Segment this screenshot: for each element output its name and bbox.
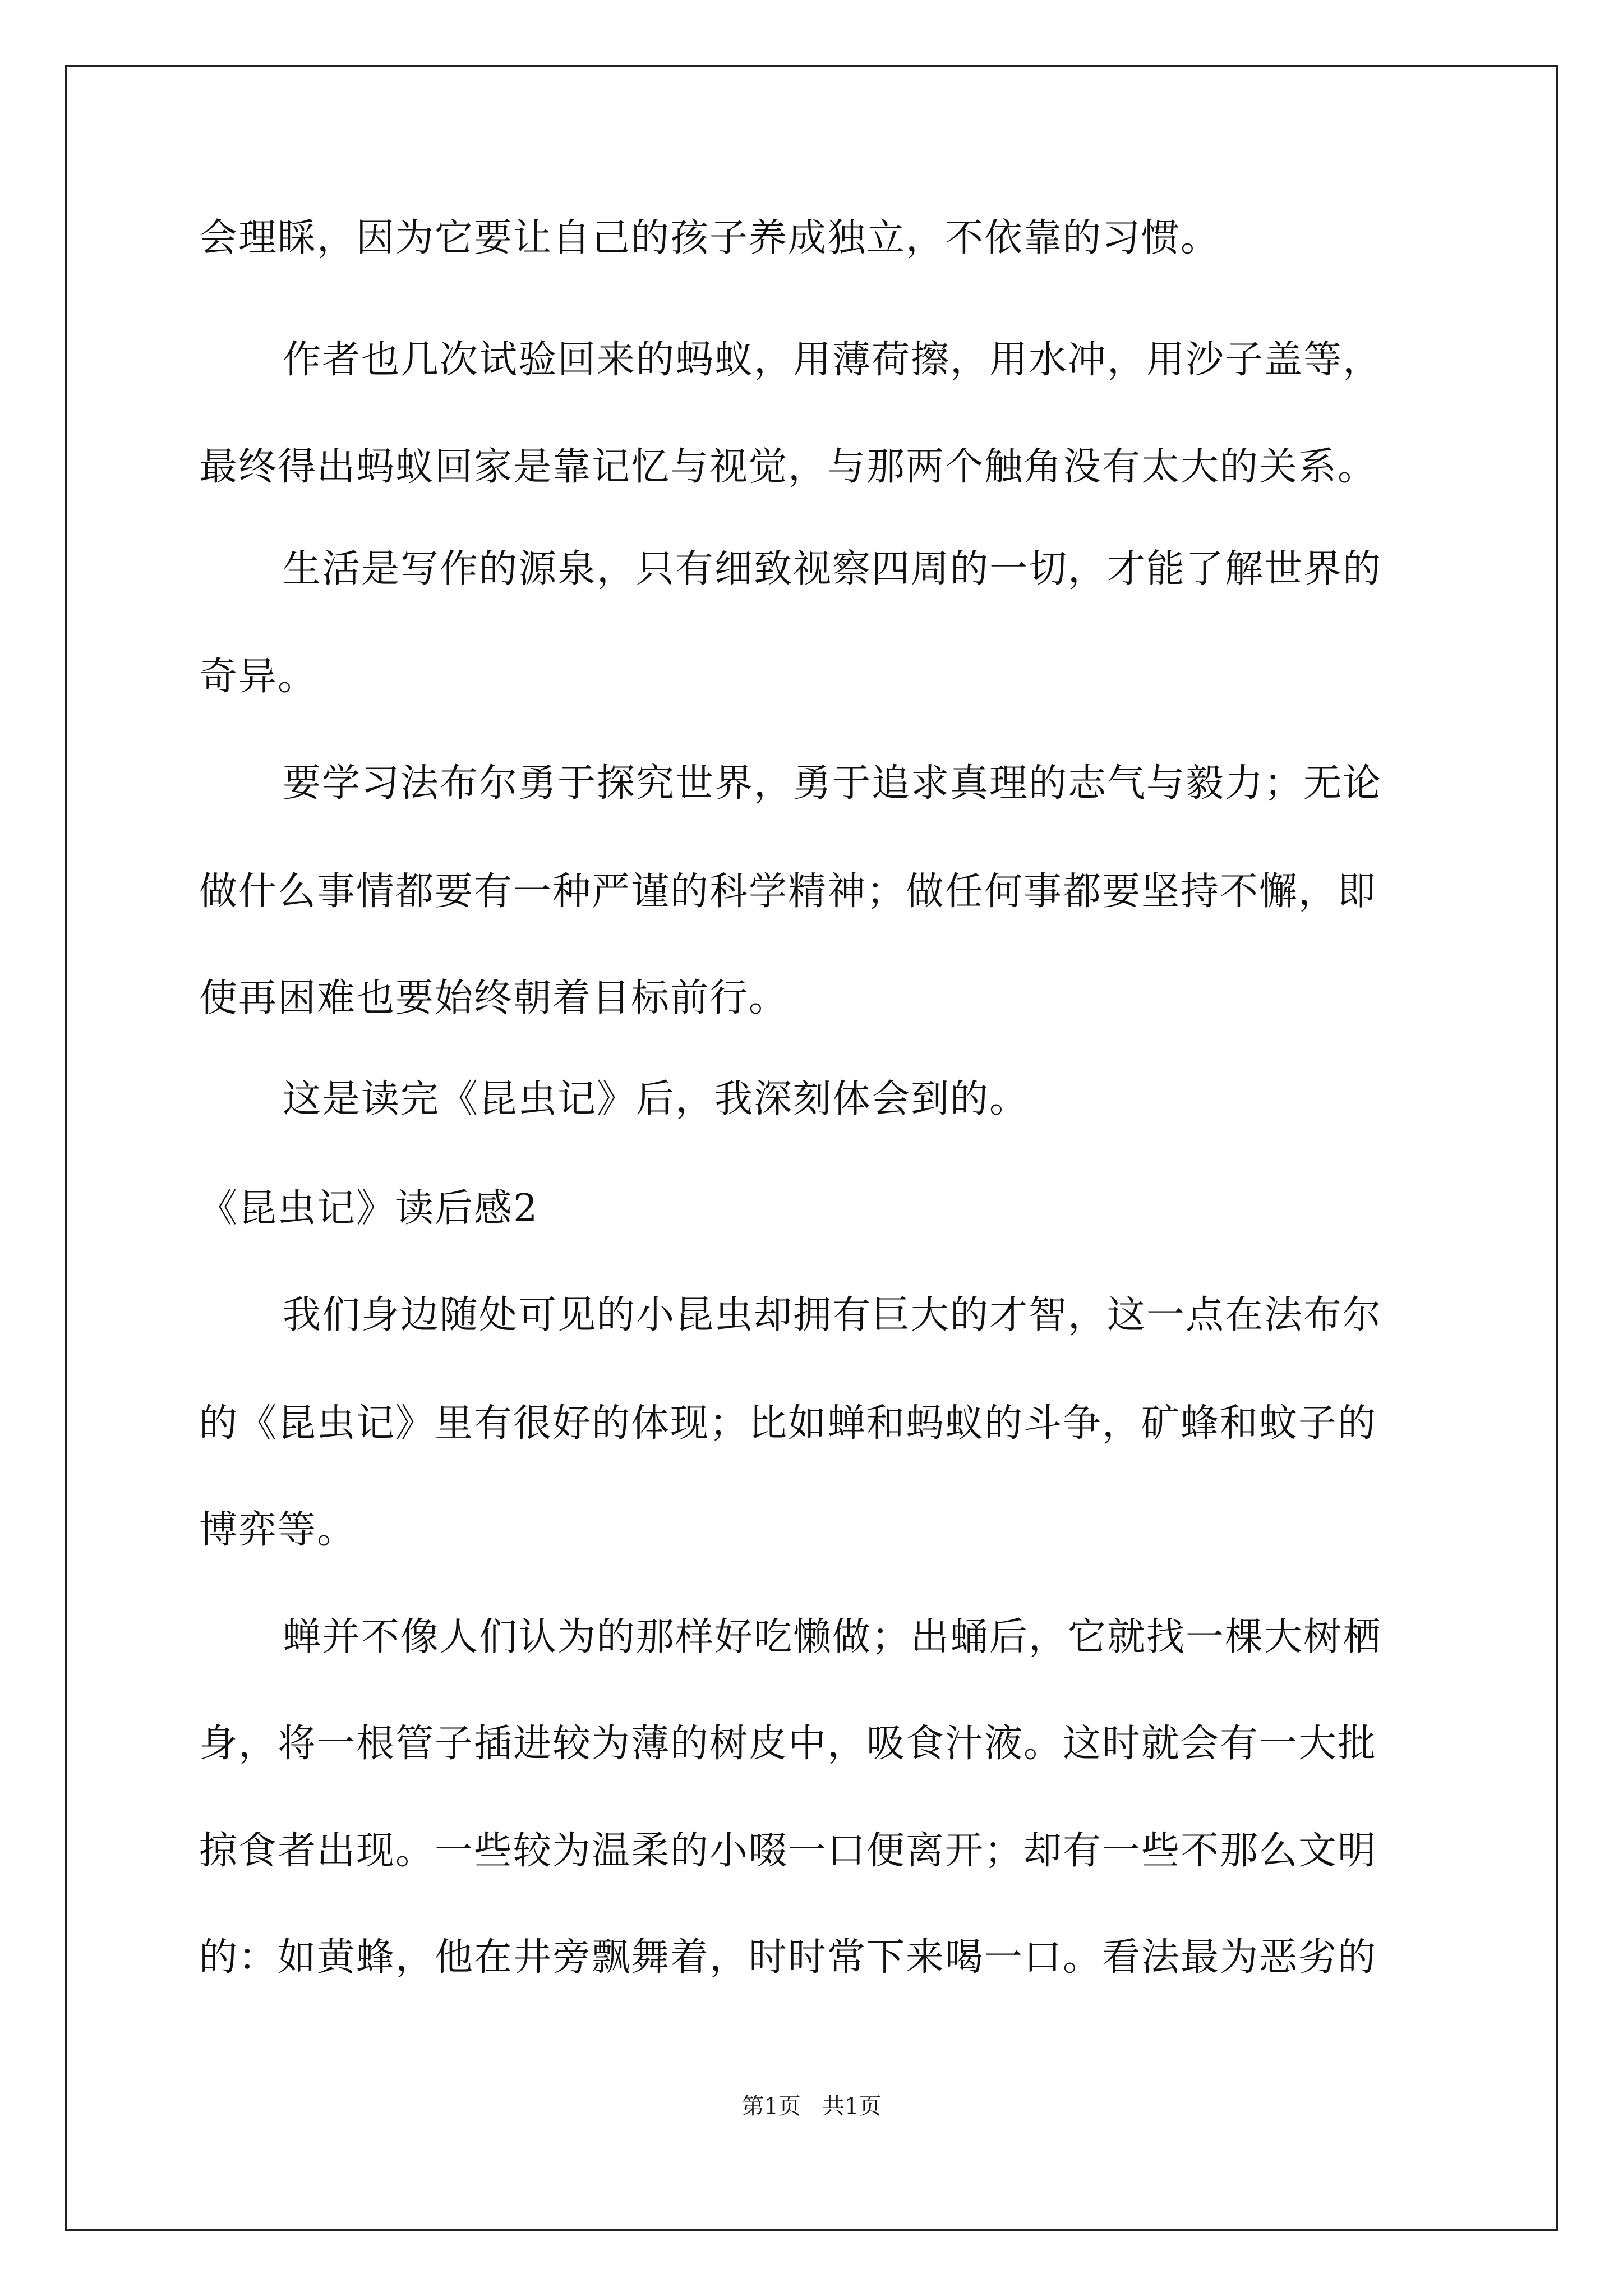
paragraph-5-line-1: 这是读完《昆虫记》后，我深刻体会到的。 <box>283 1077 1029 1121</box>
paragraph-4-line-3: 使再困难也要始终朝着目标前行。 <box>199 976 789 1020</box>
page-number-footer: 第1页 共1页 <box>741 2093 882 2119</box>
paragraph-2-line-1: 作者也几次试验回来的蚂蚁，用薄荷擦，用水冲，用沙子盖等， <box>283 338 1382 382</box>
paragraph-6-line-3: 博弈等。 <box>199 1508 357 1552</box>
paragraph-6-line-1: 我们身边随处可见的小昆虫却拥有巨大的才智，这一点在法布尔 <box>283 1293 1382 1337</box>
paragraph-3-line-1: 生活是写作的源泉，只有细致视察四周的一切，才能了解世界的 <box>283 547 1382 591</box>
paragraph-7-line-2: 身，将一根管子插进较为薄的树皮中，吸食汁液。这时就会有一大批 <box>199 1722 1377 1766</box>
paragraph-7-line-3: 掠食者出现。一些较为温柔的小啜一口便离开；却有一些不那么文明 <box>199 1829 1377 1873</box>
paragraph-4-line-2: 做什么事情都要有一种严谨的科学精神；做任何事都要坚持不懈，即 <box>199 869 1377 914</box>
paragraph-3-line-2: 奇异。 <box>199 655 317 699</box>
paragraph-7-line-4: 的：如黄蜂，他在井旁飘舞着，时时常下来喝一口。看法最为恶劣的 <box>199 1935 1377 1980</box>
paragraph-4-line-1: 要学习法布尔勇于探究世界，勇于追求真理的志气与毅力；无论 <box>283 761 1382 806</box>
paragraph-7-line-1: 蝉并不像人们认为的那样好吃懒做；出蛹后，它就找一棵大树栖 <box>283 1615 1382 1659</box>
section-heading: 《昆虫记》读后感2 <box>199 1186 539 1231</box>
paragraph-1-line-1: 会理睬，因为它要让自己的孩子养成独立，不依靠的习惯。 <box>199 216 1220 260</box>
paragraph-6-line-2: 的《昆虫记》里有很好的体现；比如蝉和蚂蚁的斗争，矿蜂和蚊子的 <box>199 1401 1377 1446</box>
page-border <box>65 65 1558 2231</box>
paragraph-2-line-2: 最终得出蚂蚁回家是靠记忆与视觉，与那两个触角没有太大的关系。 <box>199 445 1377 489</box>
